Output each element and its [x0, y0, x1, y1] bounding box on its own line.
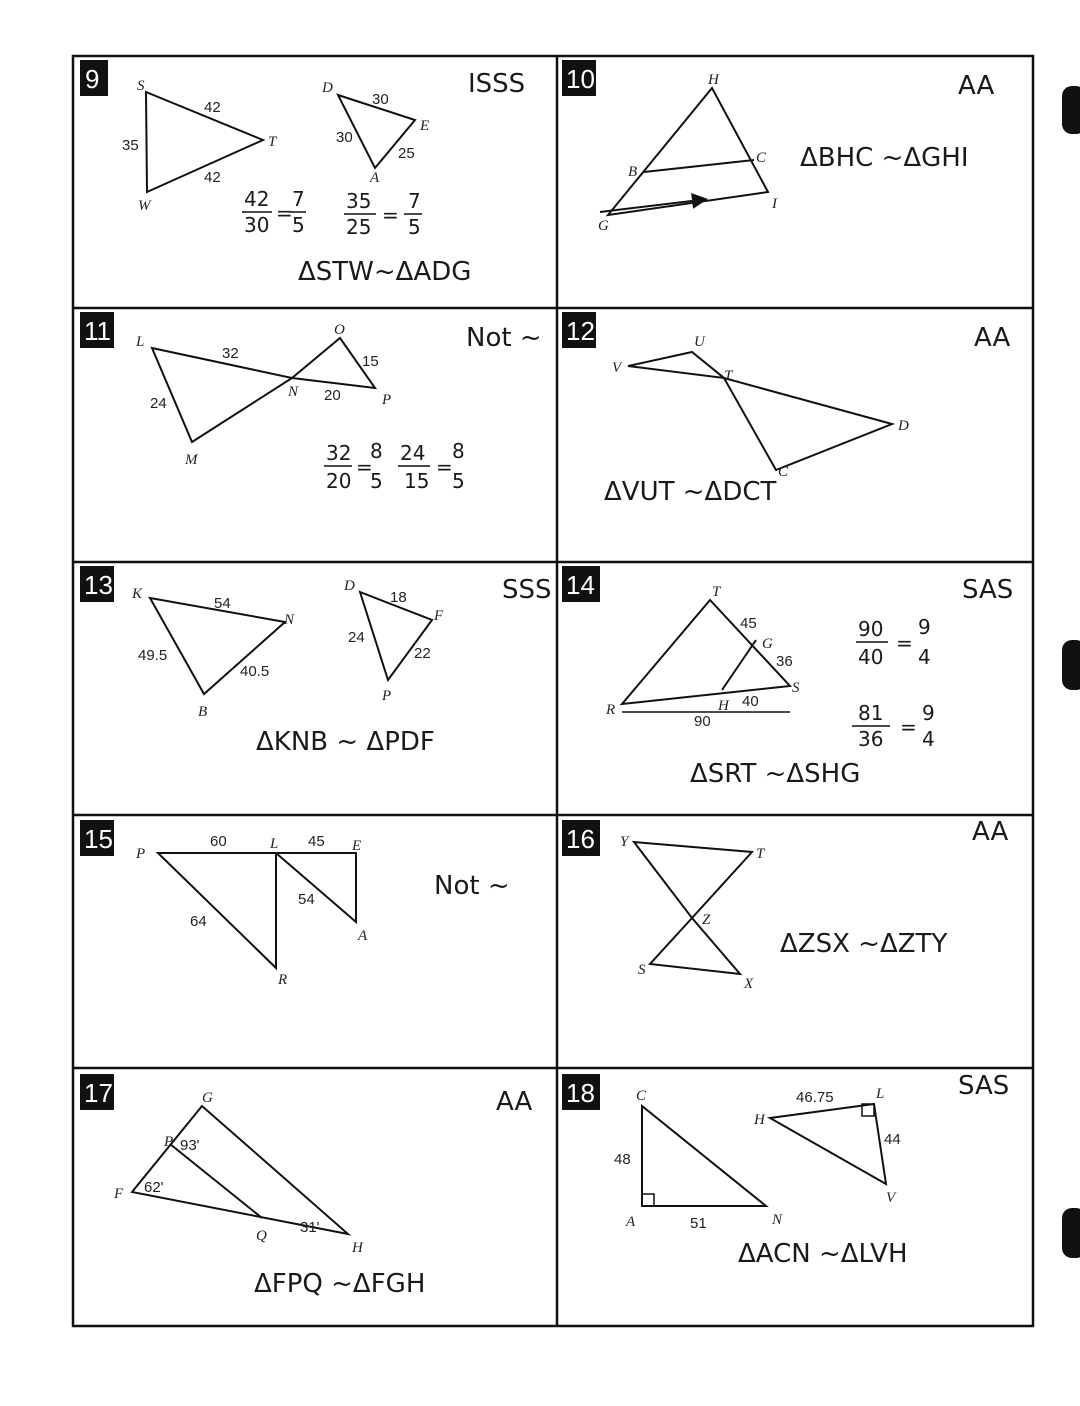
handwritten: 40: [858, 645, 884, 669]
problem-number: 14: [566, 570, 595, 600]
handwritten: =: [382, 203, 399, 227]
problem-number: 12: [566, 316, 595, 346]
vertex-label: F: [434, 608, 444, 624]
vertex-label: O: [334, 322, 345, 338]
vertex-label: L: [270, 836, 279, 852]
problem-number: 15: [84, 824, 113, 854]
handwritten: 8: [370, 439, 383, 463]
ratio-work: [852, 615, 935, 751]
vertex-label: D: [322, 80, 333, 96]
vertex-label: T: [268, 134, 277, 150]
vertex-label: N: [772, 1212, 783, 1228]
vertex-label: T: [724, 368, 733, 384]
vertex-label: W: [138, 198, 151, 214]
similarity-statement: ΔKNB ~ ΔPDF: [256, 727, 435, 757]
problem-11: [80, 312, 542, 493]
side-label: 40: [742, 693, 759, 710]
triangle-lmn: [152, 348, 292, 442]
similarity-answer: AA: [974, 323, 1011, 353]
side-label: 30: [372, 91, 389, 108]
side-label: 48: [614, 1151, 631, 1168]
handwritten: 7: [292, 187, 305, 211]
vertex-label: L: [876, 1086, 885, 1102]
similarity-statement: ΔZSX ~ΔZTY: [780, 929, 948, 959]
vertex-label: L: [136, 334, 145, 350]
triangle-dct: [724, 378, 892, 470]
side-label: 40.5: [240, 663, 270, 680]
problem-number: 13: [84, 570, 113, 600]
triangle-zty: [634, 842, 752, 918]
triangle-plr: [158, 853, 276, 968]
binder-holes: [1062, 86, 1080, 1258]
triangle-srt: [622, 600, 790, 704]
handwritten: 8: [452, 439, 465, 463]
ratio-work: [324, 439, 465, 493]
vertex-label: E: [420, 118, 430, 134]
similarity-answer: SAS: [958, 1071, 1010, 1101]
side-label: 22: [414, 645, 431, 662]
vertex-label: D: [898, 418, 909, 434]
triangle-acn: [642, 1106, 766, 1206]
similarity-answer: AA: [972, 817, 1009, 847]
vertex-label: H: [754, 1112, 765, 1128]
side-label: 60: [210, 833, 227, 850]
problem-number: 16: [566, 824, 595, 854]
vertex-label: C: [778, 464, 789, 480]
problem-12: [562, 312, 1011, 507]
vertex-label: S: [638, 962, 646, 978]
angle-label: 31': [300, 1219, 320, 1236]
side-label: 15: [362, 353, 379, 370]
side-label: 18: [390, 589, 407, 606]
similarity-statement: ΔVUT ~ΔDCT: [604, 477, 777, 507]
vertex-label: P: [136, 846, 146, 862]
handwritten: =: [436, 455, 453, 479]
vertex-label: S: [792, 680, 800, 696]
vertex-label: R: [606, 702, 616, 718]
problem-15: [80, 820, 510, 988]
similarity-statement: ΔSTW~ΔADG: [298, 257, 472, 287]
handwritten: =: [896, 631, 913, 655]
vertex-label: U: [694, 334, 705, 350]
triangle-ghi: [608, 88, 768, 215]
side-label: 42: [204, 169, 221, 186]
problem-18: [562, 1071, 1009, 1269]
side-label: 36: [776, 653, 793, 670]
vertex-label: Q: [256, 1228, 267, 1244]
vertex-label: A: [626, 1214, 636, 1230]
handwritten: 90: [858, 617, 884, 641]
side-label: 24: [150, 395, 167, 412]
side-label: 24: [348, 629, 365, 646]
side-label: 90: [694, 713, 711, 730]
vertex-label: C: [756, 150, 767, 166]
similarity-statement: ΔFPQ ~ΔFGH: [254, 1269, 426, 1299]
angle-label: 93': [180, 1137, 200, 1154]
side-label: 32: [222, 345, 239, 362]
handwritten: 25: [346, 215, 372, 239]
vertex-label: P: [382, 392, 392, 408]
side-label: 54: [214, 595, 231, 612]
similarity-answer: Not ~: [466, 323, 542, 353]
vertex-label: Y: [620, 834, 629, 850]
triangle-fgh: [132, 1106, 348, 1234]
vertex-label: V: [612, 360, 622, 376]
side-label: 64: [190, 913, 207, 930]
vertex-label: T: [712, 584, 721, 600]
handwritten: =: [276, 201, 293, 225]
handwritten: 32: [326, 441, 352, 465]
handwritten: 81: [858, 701, 884, 725]
vertex-label: G: [598, 218, 609, 234]
similarity-answer: ISSS: [468, 69, 526, 99]
problem-13: [80, 566, 552, 757]
vertex-label: H: [708, 72, 719, 88]
handwritten: =: [356, 455, 373, 479]
handwritten: 4: [922, 727, 935, 751]
handwritten: 5: [292, 213, 305, 237]
handwritten: 9: [918, 615, 931, 639]
handwritten: 30: [244, 213, 270, 237]
vertex-label: P: [382, 688, 392, 704]
vertex-label: X: [744, 976, 754, 992]
vertex-label: A: [370, 170, 380, 186]
vertex-label: N: [288, 384, 299, 400]
similarity-statement: ΔBHC ~ΔGHI: [800, 143, 969, 173]
side-label: 35: [122, 137, 139, 154]
handwritten: 5: [408, 215, 421, 239]
vertex-label: Z: [702, 912, 711, 928]
problem-number: 10: [566, 64, 595, 94]
vertex-label: T: [756, 846, 765, 862]
vertex-label: P: [164, 1134, 174, 1150]
side-label: 45: [308, 833, 325, 850]
side-label: 42: [204, 99, 221, 116]
vertex-label: B: [628, 164, 638, 180]
vertex-label: V: [886, 1190, 896, 1206]
vertex-label: R: [278, 972, 288, 988]
similarity-answer: SSS: [502, 575, 552, 605]
vertex-label: D: [344, 578, 355, 594]
problem-10: [562, 60, 995, 234]
triangle-vut: [628, 352, 724, 378]
problem-14: [562, 566, 1013, 789]
handwritten: =: [900, 715, 917, 739]
side-label: 46.75: [796, 1089, 834, 1106]
triangle-lea: [276, 853, 356, 922]
problem-17: [80, 1074, 533, 1299]
vertex-label: C: [636, 1088, 647, 1104]
similarity-statement: ΔACN ~ΔLVH: [738, 1239, 908, 1269]
side-label: 45: [740, 615, 757, 632]
problem-9: [80, 60, 525, 287]
vertex-label: M: [185, 452, 198, 468]
vertex-label: F: [114, 1186, 124, 1202]
handwritten: 4: [918, 645, 931, 669]
side-label: 30: [336, 129, 353, 146]
side-label: 49.5: [138, 647, 168, 664]
vertex-label: N: [284, 612, 295, 628]
similarity-answer: AA: [496, 1087, 533, 1117]
vertex-label: B: [198, 704, 208, 720]
vertex-label: K: [132, 586, 143, 602]
problem-number: 17: [84, 1078, 113, 1108]
handwritten: 5: [452, 469, 465, 493]
vertex-label: A: [358, 928, 368, 944]
handwritten: 20: [326, 469, 352, 493]
handwritten: 5: [370, 469, 383, 493]
angle-label: 62': [144, 1179, 164, 1196]
side-label: 54: [298, 891, 315, 908]
problem-number: 11: [84, 316, 111, 346]
handwritten: 15: [404, 469, 430, 493]
handwritten: 35: [346, 189, 372, 213]
handwritten: 36: [858, 727, 884, 751]
vertex-label: H: [718, 698, 729, 714]
handwritten: 7: [408, 189, 421, 213]
similarity-statement: ΔSRT ~ΔSHG: [690, 759, 861, 789]
vertex-label: S: [137, 78, 145, 94]
problem-16: [562, 817, 1009, 992]
vertex-label: I: [772, 196, 777, 212]
side-label: 20: [324, 387, 341, 404]
ratio-work: [242, 187, 422, 239]
problem-number: 18: [566, 1078, 595, 1108]
problem-number: 9: [85, 64, 100, 94]
similarity-answer: Not ~: [434, 871, 510, 901]
handwritten: 24: [400, 441, 426, 465]
side-label: 44: [884, 1131, 901, 1148]
vertex-label: G: [202, 1090, 213, 1106]
side-label: 25: [398, 145, 415, 162]
handwritten: 9: [922, 701, 935, 725]
vertex-label: H: [352, 1240, 363, 1256]
vertex-label: E: [352, 838, 362, 854]
vertex-label: G: [762, 636, 773, 652]
similarity-answer: SAS: [962, 575, 1014, 605]
side-label: 51: [690, 1215, 707, 1232]
handwritten: 42: [244, 187, 270, 211]
triangle-zsx: [650, 918, 740, 974]
similarity-answer: AA: [958, 71, 995, 101]
